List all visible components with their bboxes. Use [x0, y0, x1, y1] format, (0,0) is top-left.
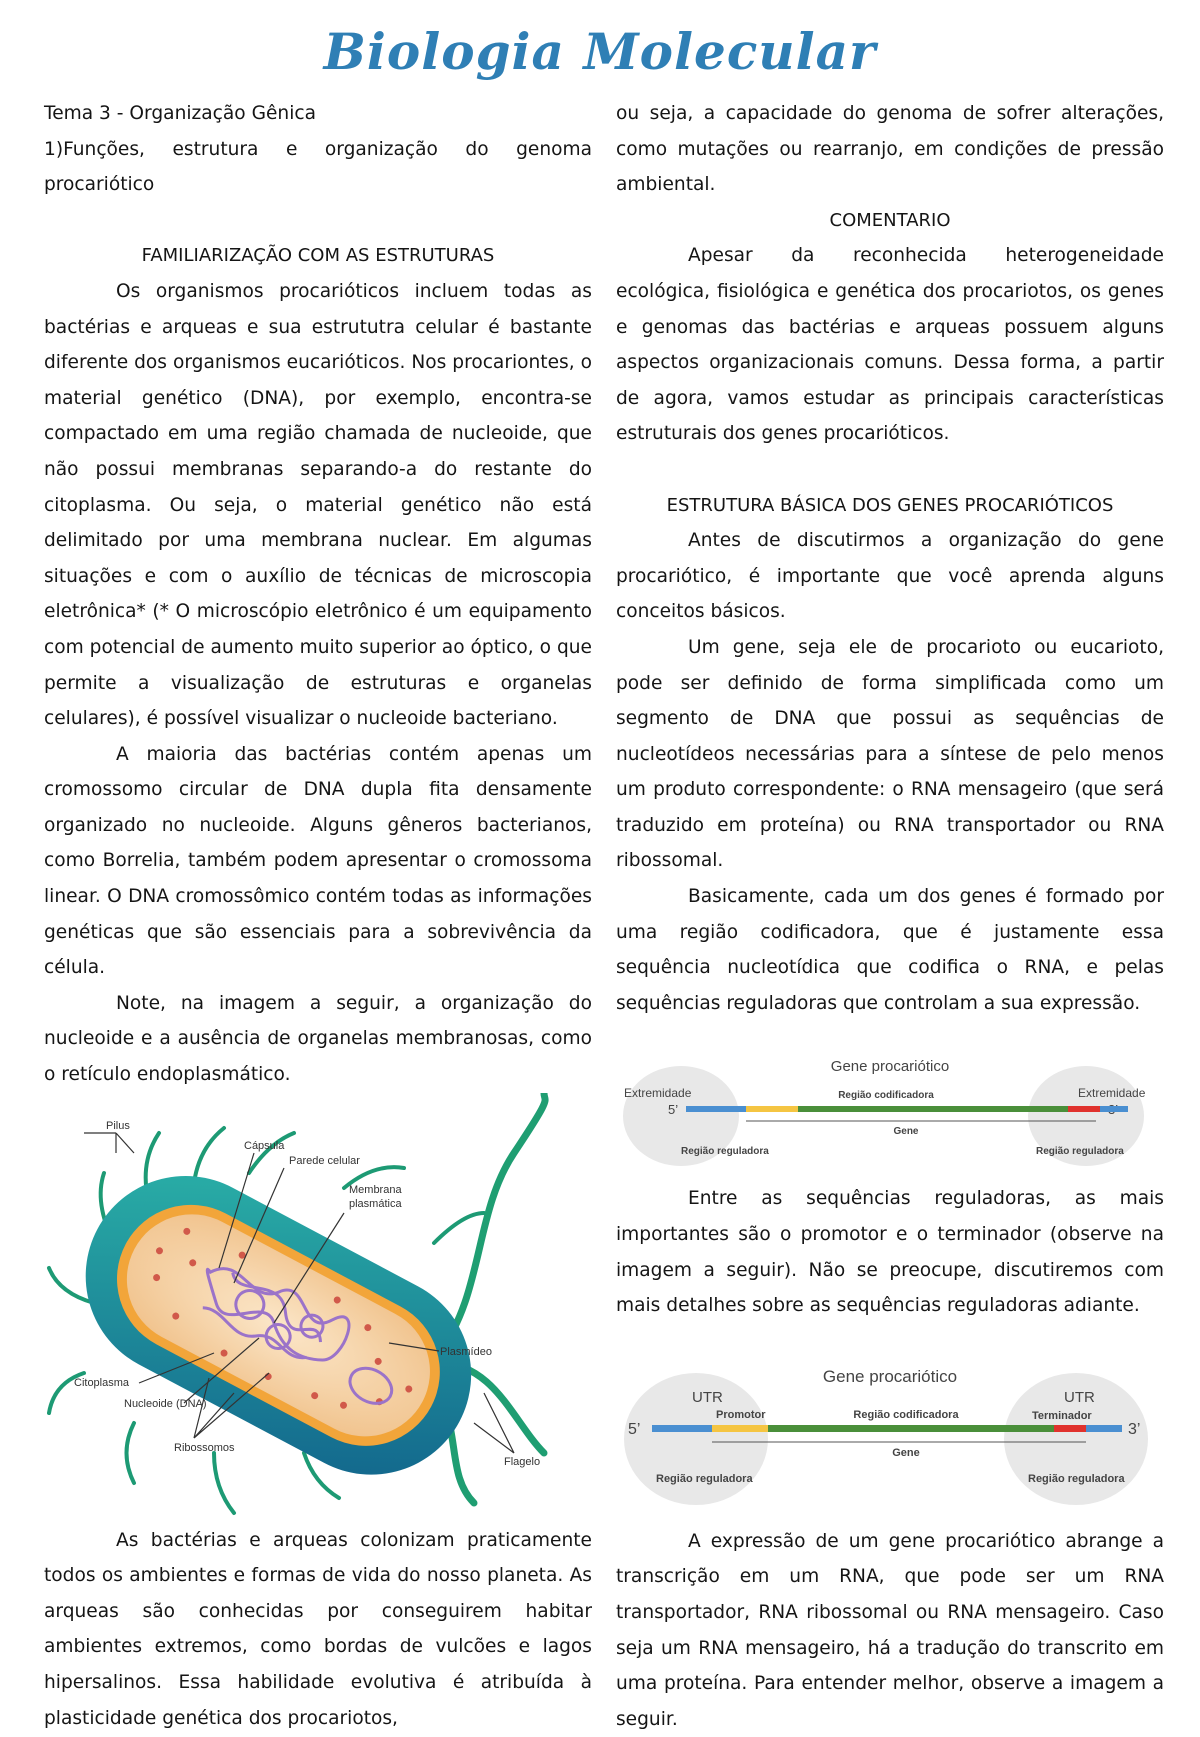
gene-diagram-1 [616, 1021, 1164, 1181]
gene1-terminator [1068, 1106, 1100, 1112]
label-capsula: Cápsula [244, 1139, 285, 1152]
gene1-utr-left [686, 1106, 746, 1112]
gene2-three-prime: 3’ [1128, 1420, 1141, 1438]
label-plasmideo: Plasmídeo [440, 1345, 492, 1358]
right-column [616, 96, 1164, 1737]
paragraph-definicao-gene: Um gene, seja ele de procarioto ou eucarioto, pode ser definido de forma simplificada como um segmento de DNA que possui as sequências de nucleotídeos necessárias para a síntese de pelo menos um produto correspondente: o RNA mensageiro (que será traduzido em proteína) ou RNA transportador ou RNA ribossomal. [616, 636, 1164, 872]
gene1-ext-right: Extremidade [1078, 1086, 1146, 1101]
left-column [44, 96, 592, 1736]
gene1-title: Gene procariótico [830, 1058, 950, 1076]
bacteria-illustration [44, 1093, 592, 1523]
spacer [44, 203, 592, 239]
gene2-title: Gene procariótico [822, 1366, 958, 1386]
gene1-gene-label: Gene [893, 1126, 919, 1138]
label-citoplasma: Citoplasma [74, 1376, 130, 1389]
gene2-reg-left: Região reguladora [656, 1472, 753, 1485]
paragraph-procariotos: Os organismos procarióticos incluem todas as bactérias e arqueas e sua estrututra celular é bastante diferente dos organismos eucarióticos. Nos procariontes, o material genético (DNA), por exemplo, encontra-se compactado em uma região chamada de nucleoide, que não possui membranas separando-a do restante do citoplasma. Ou seja, o material genético não está delimitado por uma membrana nuclear. Em algumas situações e com o auxílio de técnicas de microscopia eletrônica* (* O microscópio eletrônico é um equipamento com potencial de aumento muito superior ao óptico, o que permite a visualização de estruturas e organelas celulares), é possível visualizar o nucleoide bacteriano. [44, 280, 592, 730]
label-pilus: Pilus [106, 1119, 130, 1132]
gene2-five-prime: 5’ [628, 1420, 641, 1438]
gene2-utr-left-segment [652, 1425, 712, 1432]
label-ribossomos: Ribossomos [174, 1441, 235, 1454]
gene2-reg-right: Região reguladora [1028, 1472, 1125, 1485]
subtopic-line: 1)Funções, estrutura e organização do genoma procariótico [44, 138, 592, 196]
paragraph-nucleoide-note: Note, na imagem a seguir, a organização do nucleoide e a ausência de organelas membranosas, como o retículo endoplasmático. [44, 992, 592, 1086]
paragraph-heterogeneidade: Apesar da reconhecida heterogeneidade ecológica, fisiológica e genética dos procariotos, os genes e genomas das bactérias e arqueas possuem alguns aspectos organizacionais comuns. Dessa forma, a partir de agora, vamos estudar as principais características estruturais dos genes procarióticos. [616, 245, 1164, 445]
spacer [616, 452, 1164, 488]
gene2-coding-label: Região codificadora [853, 1408, 959, 1421]
topic-line: Tema 3 - Organização Gênica [44, 103, 316, 124]
paragraph-regiao-codificadora: Basicamente, cada um dos genes é formado por uma região codificadora, que é justamente essa sequência nucleotídica que codifica o RNA, e pelas sequências reguladoras que controlam a sua expressão. [616, 886, 1164, 1014]
paragraph-plasticidade: ou seja, a capacidade do genoma de sofrer alterações, como mutações ou rearranjo, em condições de pressão ambiental. [616, 103, 1164, 196]
gene1-utr-right [1100, 1106, 1128, 1112]
section-heading-familiarizacao: FAMILIARIZAÇÃO COM AS ESTRUTURAS [141, 245, 495, 267]
gene1-reg-left: Região reguladora [681, 1146, 769, 1158]
paragraph-arqueas: As bactérias e arqueas colonizam praticamente todos os ambientes e formas de vida do nosso planeta. As arqueas são conhecidas por conseguirem habitar ambientes extremos, como bordas de vulcões e lagos hipersalinos. Essa habilidade evolutiva é atribuída à plasticidade genética dos procariotos, [44, 1529, 592, 1729]
label-flagelo: Flagelo [504, 1455, 541, 1468]
gene1-reg-right: Região reguladora [1036, 1146, 1124, 1158]
gene2-promoter-segment [712, 1425, 768, 1432]
gene1-ext-left: Extremidade [624, 1086, 692, 1101]
label-membrana: Membrana [349, 1183, 402, 1196]
paragraph-expressao-gene: A expressão de um gene procariótico abrange a transcrição em um RNA, que pode ser um RNA transportador, RNA ribossomal ou RNA mensageiro. Caso seja um RNA mensageiro, há a tradução do transcrito em uma proteína. Para entender melhor, observe a imagem a seguir. [616, 1530, 1164, 1730]
gene1-five-prime: 5’ [668, 1102, 679, 1118]
gene2-terminator-segment [1054, 1425, 1086, 1432]
gene2-utr-right-segment [1086, 1425, 1122, 1432]
label-nucleoide: Nucleoide (DNA) [124, 1397, 207, 1410]
gene2-coding-segment [768, 1425, 1054, 1432]
gene2-promotor-label: Promotor [716, 1408, 766, 1421]
paragraph-sequencias-reguladoras: Entre as sequências reguladoras, as mais importantes são o promotor e o terminador (observe na imagem a seguir). Não se preocupe, discutiremos com mais detalhes sobre as sequências reguladoras adiante. [616, 1188, 1164, 1317]
gene2-utr-left: UTR [692, 1388, 723, 1406]
gene1-coding-region [798, 1106, 1068, 1112]
gene-diagram-2 [616, 1324, 1164, 1524]
label-parede-celular: Parede celular [289, 1154, 360, 1167]
gene2-gene-label: Gene [892, 1446, 920, 1459]
flagella [429, 1093, 545, 1503]
gene1-promoter [746, 1106, 798, 1112]
label-plasmatica: plasmática [349, 1197, 402, 1210]
section-heading-comentario: COMENTARIO [829, 209, 951, 231]
gene1-coding-label: Região codificadora [838, 1090, 934, 1102]
paragraph-cromossomo: A maioria das bactérias contém apenas um cromossomo circular de DNA dupla fita densamente organizado no nucleoide. Alguns gêneros bacterianos, como Borrelia, também podem apresentar o cromossoma linear. O DNA cromossômico contém todas as informações genéticas que são essenciais para a sobrevivência da célula. [44, 743, 592, 979]
section-heading-estrutura-basica: ESTRUTURA BÁSICA DOS GENES PROCARIÓTICOS [666, 494, 1114, 516]
paragraph-conceitos: Antes de discutirmos a organização do gene procariótico, é importante que você aprenda alguns conceitos básicos. [616, 530, 1164, 623]
gene2-utr-right: UTR [1064, 1388, 1095, 1406]
gene2-terminador-label: Terminador [1032, 1409, 1092, 1422]
page-title: Biologia Molecular [323, 22, 877, 81]
